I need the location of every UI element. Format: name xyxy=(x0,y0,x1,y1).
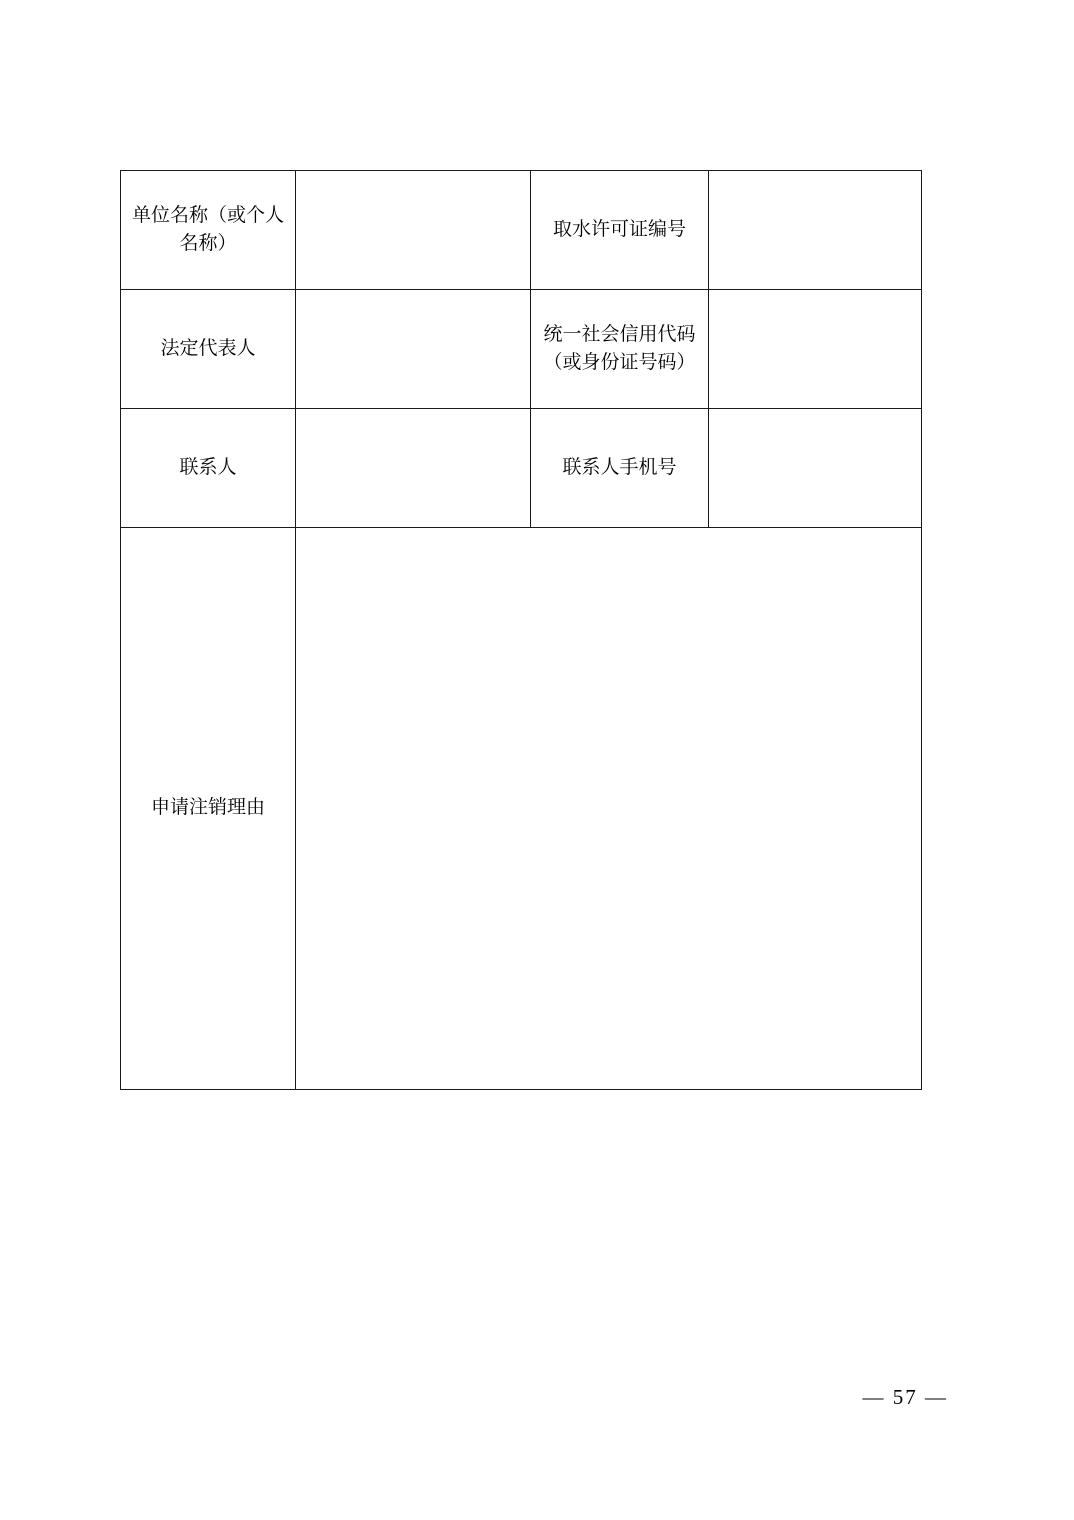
field-value-cancellation-reason[interactable] xyxy=(296,528,922,1090)
field-value-permit-number[interactable] xyxy=(709,171,922,290)
field-label-contact-person: 联系人 xyxy=(121,409,296,528)
field-value-unit-name[interactable] xyxy=(296,171,531,290)
table-row xyxy=(121,528,922,1090)
table-row xyxy=(121,171,922,290)
field-label-unit-name: 单位名称（或个人名称） xyxy=(121,171,296,290)
field-value-contact-mobile[interactable] xyxy=(709,409,922,528)
page-number xyxy=(0,1385,948,1410)
table-row xyxy=(121,290,922,409)
page-number-label: — 57 — xyxy=(862,1385,948,1409)
field-label-cancellation-reason: 申请注销理由 xyxy=(121,528,296,1090)
field-label-credit-code: 统一社会信用代码（或身份证号码） xyxy=(531,290,709,409)
field-value-contact-person[interactable] xyxy=(296,409,531,528)
cancellation-application-table xyxy=(120,170,922,1090)
field-label-legal-representative: 法定代表人 xyxy=(121,290,296,409)
field-label-contact-mobile: 联系人手机号 xyxy=(531,409,709,528)
table-row xyxy=(121,409,922,528)
field-value-legal-representative[interactable] xyxy=(296,290,531,409)
field-value-credit-code[interactable] xyxy=(709,290,922,409)
field-label-permit-number: 取水许可证编号 xyxy=(531,171,709,290)
